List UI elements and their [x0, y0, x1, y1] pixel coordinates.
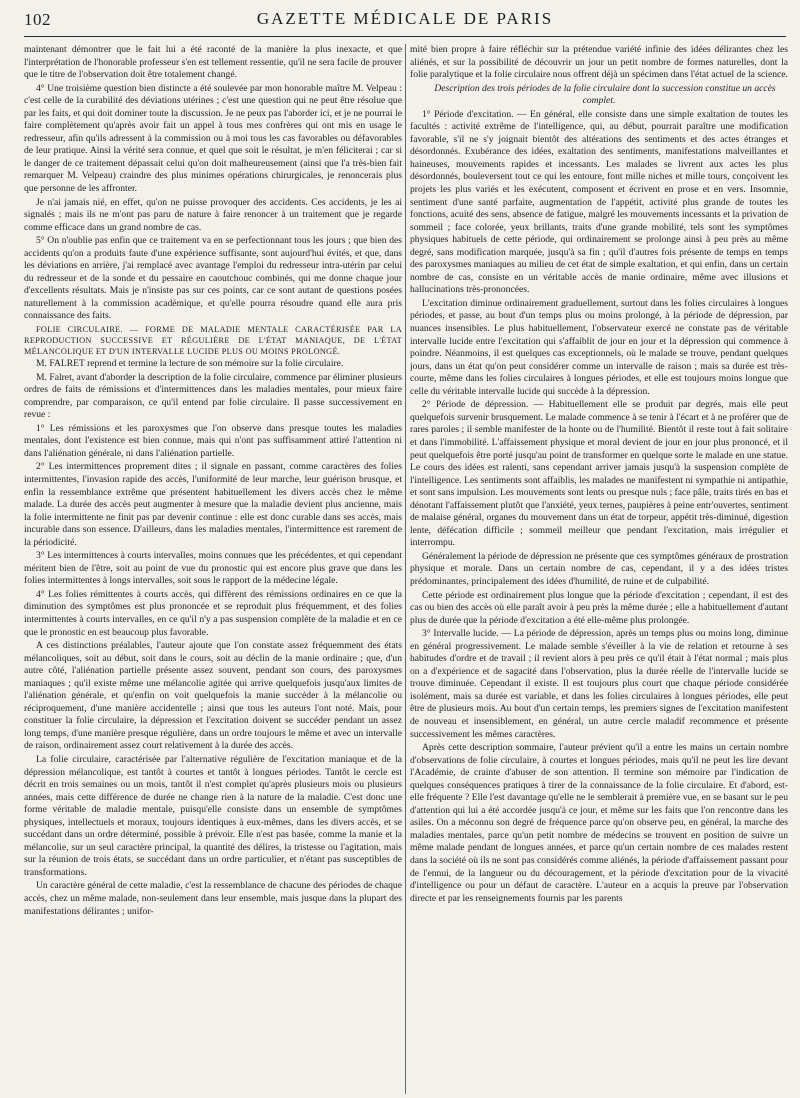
paragraph: La folie circulaire, caractérisée par l'alternative régulière de l'excitation maniaque et de la dépression mélancolique, est tantôt à courtes et tantôt à longues périodes. Tantôt le cercle est décrit en trois semaines ou un mois, tantôt il n'est complet qu'après plusieurs mois ou plusieurs années, mais cette différence de durée ne change rien à la nature de la maladie. C'est donc une forme véritable de maladie mentale, puisqu'elle consiste dans un ensemble de symptômes physiques, intellectuels et moraux, toujours identiques à eux-mêmes, dans les divers accès, et se succédant dans un ordre déterminé, possible à prévoir. Elle n'est pas basée, comme la manie et la mélancolie, sur un seul caractère principal, la quantité des délires, la tristesse ou l'agitation, mais sur la réunion de trois états, se succédant dans un ordre particulier, et n'étant pas susceptibles de transformations.	[24, 753, 402, 878]
paragraph: Après cette description sommaire, l'auteur prévient qu'il a entre les mains un certain nombre d'observations de folie circulaire, à courtes et longues périodes, mais qu'il ne peut les lire devant l'Académie, de crainte d'abuser de son attention. Il termine son mémoire par l'indication de quelques conséquences pratiques à tirer de la connaissance de la folie circulaire. Et d'abord, est-elle fréquente ? Elle l'est davantage qu'elle ne le semblerait à première vue, en se basant sur le peu d'attention qui lui a été accordée jusqu'à ce jour, et même sur les faits que l'on rencontre dans les asiles. On a méconnu son degré de fréquence parce qu'on observe peu, en général, la marche des maladies mentales, parce qu'un petit nombre de médecins se trouvent en position de suivre un même malade pendant de longues années, et parce qu'un certain nombre de ces malades restent dans la société où ils ne sont pas considérés comme aliénés, la période d'affaissement passant pour de l'ennui, de la langueur ou du découragement, et la période d'excitation pour de la vivacité d'intelligence ou pour un défaut de caractère. L'auteur en a acquis la preuve par l'observation directe et par les renseignements fournis par les parents	[410, 742, 788, 904]
paragraph: maintenant démontrer que le fait lui a été raconté de la manière la plus inexacte, et que l'interprétation de l'honorable professeur s'en est tellement ressentie, qu'il ne sera facile de prouver que le titre de l'observation doit être totalement changé.	[24, 44, 402, 81]
paragraph: 5° On n'oublie pas enfin que ce traitement va en se perfectionnant tous les jours ; que bien des accidents qu'on a produits faute d'une expérience suffisante, sont aujourd'hui évités, et que, dans les déviations en arrière, j'ai remplacé avec avantage l'emploi du redresseur intra-utérin par celui du redresseur et de la sonde et du pessaire en caoutchouc combinés, qui me donne chaque jour d'excellents résultats. Mais je n'insiste pas sur ces points, car ce sont autant de questions posées naturellement à la commission académique, et qu'elle pourra résoudre quand elle aura pris connaissance des faits.	[24, 235, 402, 322]
page-header	[24, 8, 786, 37]
paragraph: L'excitation diminue ordinairement graduellement, surtout dans les folies circulaires à longues périodes, et passe, au bout d'un temps plus ou moins prolongé, à la période de dépression, par nuances insensibles. Le plus habituellement, l'observateur exercé ne constate pas de véritable intervalle lucide entre l'excitation qui s'affaiblit de jour en jour et la dépression qui commence à poindre. Néanmoins, il est quelques cas exceptionnels, où le malade se trouve, pendant quelques jours, dans un état qu'on peut considérer comme un intervalle de raison ; mais sa durée est très-courte, même dans les folies circulaires à longues périodes, et elle est toujours moins longue que celle du véritable intervalle lucide qui succède à la dépression.	[410, 297, 788, 397]
paragraph: 2° Période de dépression. — Habituellement elle se produit par degrés, mais elle peut quelquefois survenir brusquement. Le malade commence à se tenir à l'écart et à ne proférer que de rares paroles ; il semble manifester de la honte ou de l'humilité. Bientôt il reste tout à fait solitaire et dans l'immobilité. L'affaissement physique et moral devient de jour en jour plus prononcé, et il peut quelquefois être porté jusqu'au point de transformer en quelque sorte le malade en une statue. Le cours des idées est ralenti, sans cependant arriver jamais jusqu'à la suspension complète de l'intelligence. Les sentiments sont affaiblis, les malades ne manifestent ni sympathie ni antipathie, et sont sans impulsion. Les mouvements sont lents ou presque nuls ; face pâle, traits tirés en bas et dénotant l'affaissement plutôt que l'anxiété, yeux ternes, paupières à peine entr'ouvertes, sentiment de malaise général, organes du mouvement dans un état de torpeur, appétit très-diminué, digestion lente, défécation difficile ; sommeil meilleur que pendant l'excitation, mais irrégulier et interrompu.	[410, 399, 788, 549]
subsection-heading: Description des trois périodes de la folie circulaire dont la succession constitue un accès complet.	[434, 82, 776, 107]
page-number: 102	[24, 10, 51, 29]
paragraph: 4° Les folies rémittentes à courts accès, qui diffèrent des rémissions ordinaires en ce que la diminution des symptômes est plus prononcée et se reproduit plus fréquemment, et des folies intermittentes à courts intervalles, en ce qu'il n'y a pas suspension complète de la maladie et en ce que le pronostic en est beaucoup plus favorable.	[24, 588, 402, 638]
paragraph: Généralement la période de dépression ne présente que ces symptômes généraux de prostration physique et morale. Dans un certain nombre de cas, cependant, il y a des idées tristes prédominantes, principalement des idées d'humilité, de ruine et de culpabilité.	[410, 550, 788, 587]
paragraph: 1° Les rémissions et les paroxysmes que l'on observe dans presque toutes les maladies mentales, dont l'existence est bien connue, mais qui n'ont pas suffisamment attiré l'attention ni dans l'aliénation générale, ni dans l'aliénation partielle.	[24, 422, 402, 459]
column-divider	[405, 44, 406, 1094]
section-heading: FOLIE CIRCULAIRE. — FORME DE MALADIE MENTALE CARACTÉRISÉE PAR LA REPRODUCTION SUCCESSIVE ET RÉGULIÈRE DE L'ÉTAT MANIAQUE, DE L'ÉTAT MÉLANCOLIQUE ET D'UN INTERVALLE LUCIDE PLUS OU MOINS PROLONGÉ.	[24, 325, 402, 357]
paragraph: mité bien propre à faire réfléchir sur la prétendue variété infinie des idées délirantes chez les aliénés, et sur la possibilité de découvrir un jour un petit nombre de formes naturelles, dont la folie paralytique et la folie circulaire nous offrent déjà un spécimen dans l'état actuel de la science.	[410, 44, 788, 81]
paragraph: 3° Les intermittences à courts intervalles, moins connues que les précédentes, et qui cependant méritent bien de l'être, soit au point de vue du pronostic qui est encore plus grave que dans les folies intermittentes à longs intervalles, soit sous le rapport de la médecine légale.	[24, 550, 402, 587]
paragraph: 4° Une troisième question bien distincte a été soulevée par mon honorable maître M. Velpeau : c'est celle de la curabilité des déviations utérines ; c'est une question qui ne peut être résolue que par les faits, et qui doit dominer toute la discussion. Je ne peux pas l'aborder ici, et je ne pourrai le faire complètement qu'après avoir fait un appel à tous mes confrères qui ont mis en usage le redresseur, afin qu'ils adressent à la commission ou à moi tous les cas favorables ou défavorables de leur pratique. Ainsi la vérité sera connue, et quel que soit le résultat, je m'en féliciterai ; car si le danger de ce traitement dépassait celui qu'on doit malheureusement (ainsi que l'a très-bien fait remarquer M. Velpeau) craindre des plus minimes opérations chirurgicales, je renoncerais plus que personne de les affronter.	[24, 82, 402, 195]
paragraph: 2° Les intermittences proprement dites ; il signale en passant, comme caractères des folies intermittentes, l'invasion rapide des accès, l'uniformité de leur marche, leur guérison brusque, et enfin la ressemblance extrême que présentent habituellement les divers accès chez le même malade. La durée des accès peut augmenter à mesure que la maladie devient plus ancienne, mais la folie intermittente ne finit pas par devenir continue : elle est donc curable dans ses accès, mais incurable dans son essence. D'ailleurs, dans les maladies mentales, l'intermittence est rarement de la périodicité.	[24, 461, 402, 548]
right-column	[410, 44, 788, 1090]
paragraph: Cette période est ordinairement plus longue que la période d'excitation ; cependant, il est des cas ou bien des accès où elle paraît avoir à peu près la même durée ; elle a habituellement d'autant plus de durée que la période d'excitation a été elle-même plus prolongée.	[410, 589, 788, 626]
paragraph: A ces distinctions préalables, l'auteur ajoute que l'on constate assez fréquemment des états mélancoliques, soit au début, soit dans le cours, soit au déclin de la manie ordinaire ; que, d'un autre côté, l'aliénation partielle présente assez souvent, pendant son cours, des paroxysmes maniaques ; qu'il existe même une mélancolie agitée qui arrive quelquefois jusqu'aux limites de l'aliénation générale, et qu'enfin on voit quelquefois la manie succéder à la mélancolie ou réciproquement, d'une manière accidentelle ; ainsi que tous les auteurs l'ont noté. Mais, pour constituer la folie circulaire, la dépression et l'excitation doivent se succéder pendant un assez long temps, d'une manière presque régulière, dans un ordre toujours le même et avec un intervalle de raison, ordinairement assez court relativement à la durée des accès.	[24, 640, 402, 752]
paragraph: Je n'ai jamais nié, en effet, qu'on ne puisse provoquer des accidents. Ces accidents, je les ai signalés ; mais ils ne m'ont pas paru de nature à faire renoncer à un traitement que je regarde comme efficace dans un grand nombre de cas.	[24, 196, 402, 233]
paragraph: Un caractère général de cette maladie, c'est la ressemblance de chacune des périodes de chaque accès, chez un même malade, non-seulement dans leur ensemble, mais jusque dans la plupart des manifestations délirantes ; unifor-	[24, 880, 402, 917]
journal-title: GAZETTE MÉDICALE DE PARIS	[256, 9, 554, 28]
paragraph: M. Falret, avant d'aborder la description de la folie circulaire, commence par éliminer plusieurs ordres de faits de rémissions et d'intermittences dans les maladies mentales, pour mieux faire comprendre, par comparaison, ce qu'il entend par folie circulaire. Il passe successivement en revue :	[24, 371, 402, 421]
left-column	[24, 44, 402, 1090]
paragraph: M. FALRET reprend et termine la lecture de son mémoire sur la folie circulaire.	[36, 358, 344, 370]
paragraph: 3° Intervalle lucide. — La période de dépression, après un temps plus ou moins long, diminue en général progressivement. Le malade semble s'éveiller à la vie de relation et retourne à ses habitudes d'ordre et de travail ; il revient alors à peu près ce qu'il était à l'état normal ; mais plus on a d'expérience et de sagacité dans l'observation, plus la durée réelle de l'intervalle lucide se trouve diminuée. Cependant il existe. Il est toujours plus court que chaque période considérée isolément, mais sa durée est variable, et dans les folies circulaires à longues périodes, elle peut être de plusieurs mois. Au bout d'un certain temps, les premiers signes de l'excitation manifestent de nouveau et insensiblement, en général, un autre cercle maladif recommence et présente successivement les mêmes caractères.	[410, 628, 788, 740]
paragraph: 1° Période d'excitation. — En général, elle consiste dans une simple exaltation de toutes les facultés : activité extrême de l'intelligence, qui, au début, pourrait paraître une modification favorable, s'il ne s'y joignait bientôt des altérations des sentiments et des actes étranges et désordonnés. Exubérance des idées, exaltation des sentiments, manifestations malveillantes et haineuses, mouvements rapides et incessants. Les malades se livrent aux actes les plus désordonnés, bouleversent tout ce qui les entoure, font mille niches et mille tours, conçoivent les projets les plus variés et les exécutent, composent et écrivent en prose et en vers. Insomnie, sentiment d'une santé parfaite, augmentation de l'appétit, activité plus grande de toutes les fonctions, acuité des sens, absence de fatigue, malgré les mouvements incessants et la privation de sommeil ; face colorée, yeux brillants, traits d'une grande mobilité, tels sont les symptômes physiques habituels de cette période, qui ordinairement se prolonge ainsi à peu près au même degré, sans modification marquée, jusqu'à sa fin ; qu'il d'autres fois présente de temps en temps des paroxysmes maniaques au milieu de cet état de simple exaltation, et qui enfin, dans un certain nombre de cas, consiste en un véritable accès de manie ordinaire, même avec illusions et hallucinations très-prononcées.	[410, 108, 788, 296]
